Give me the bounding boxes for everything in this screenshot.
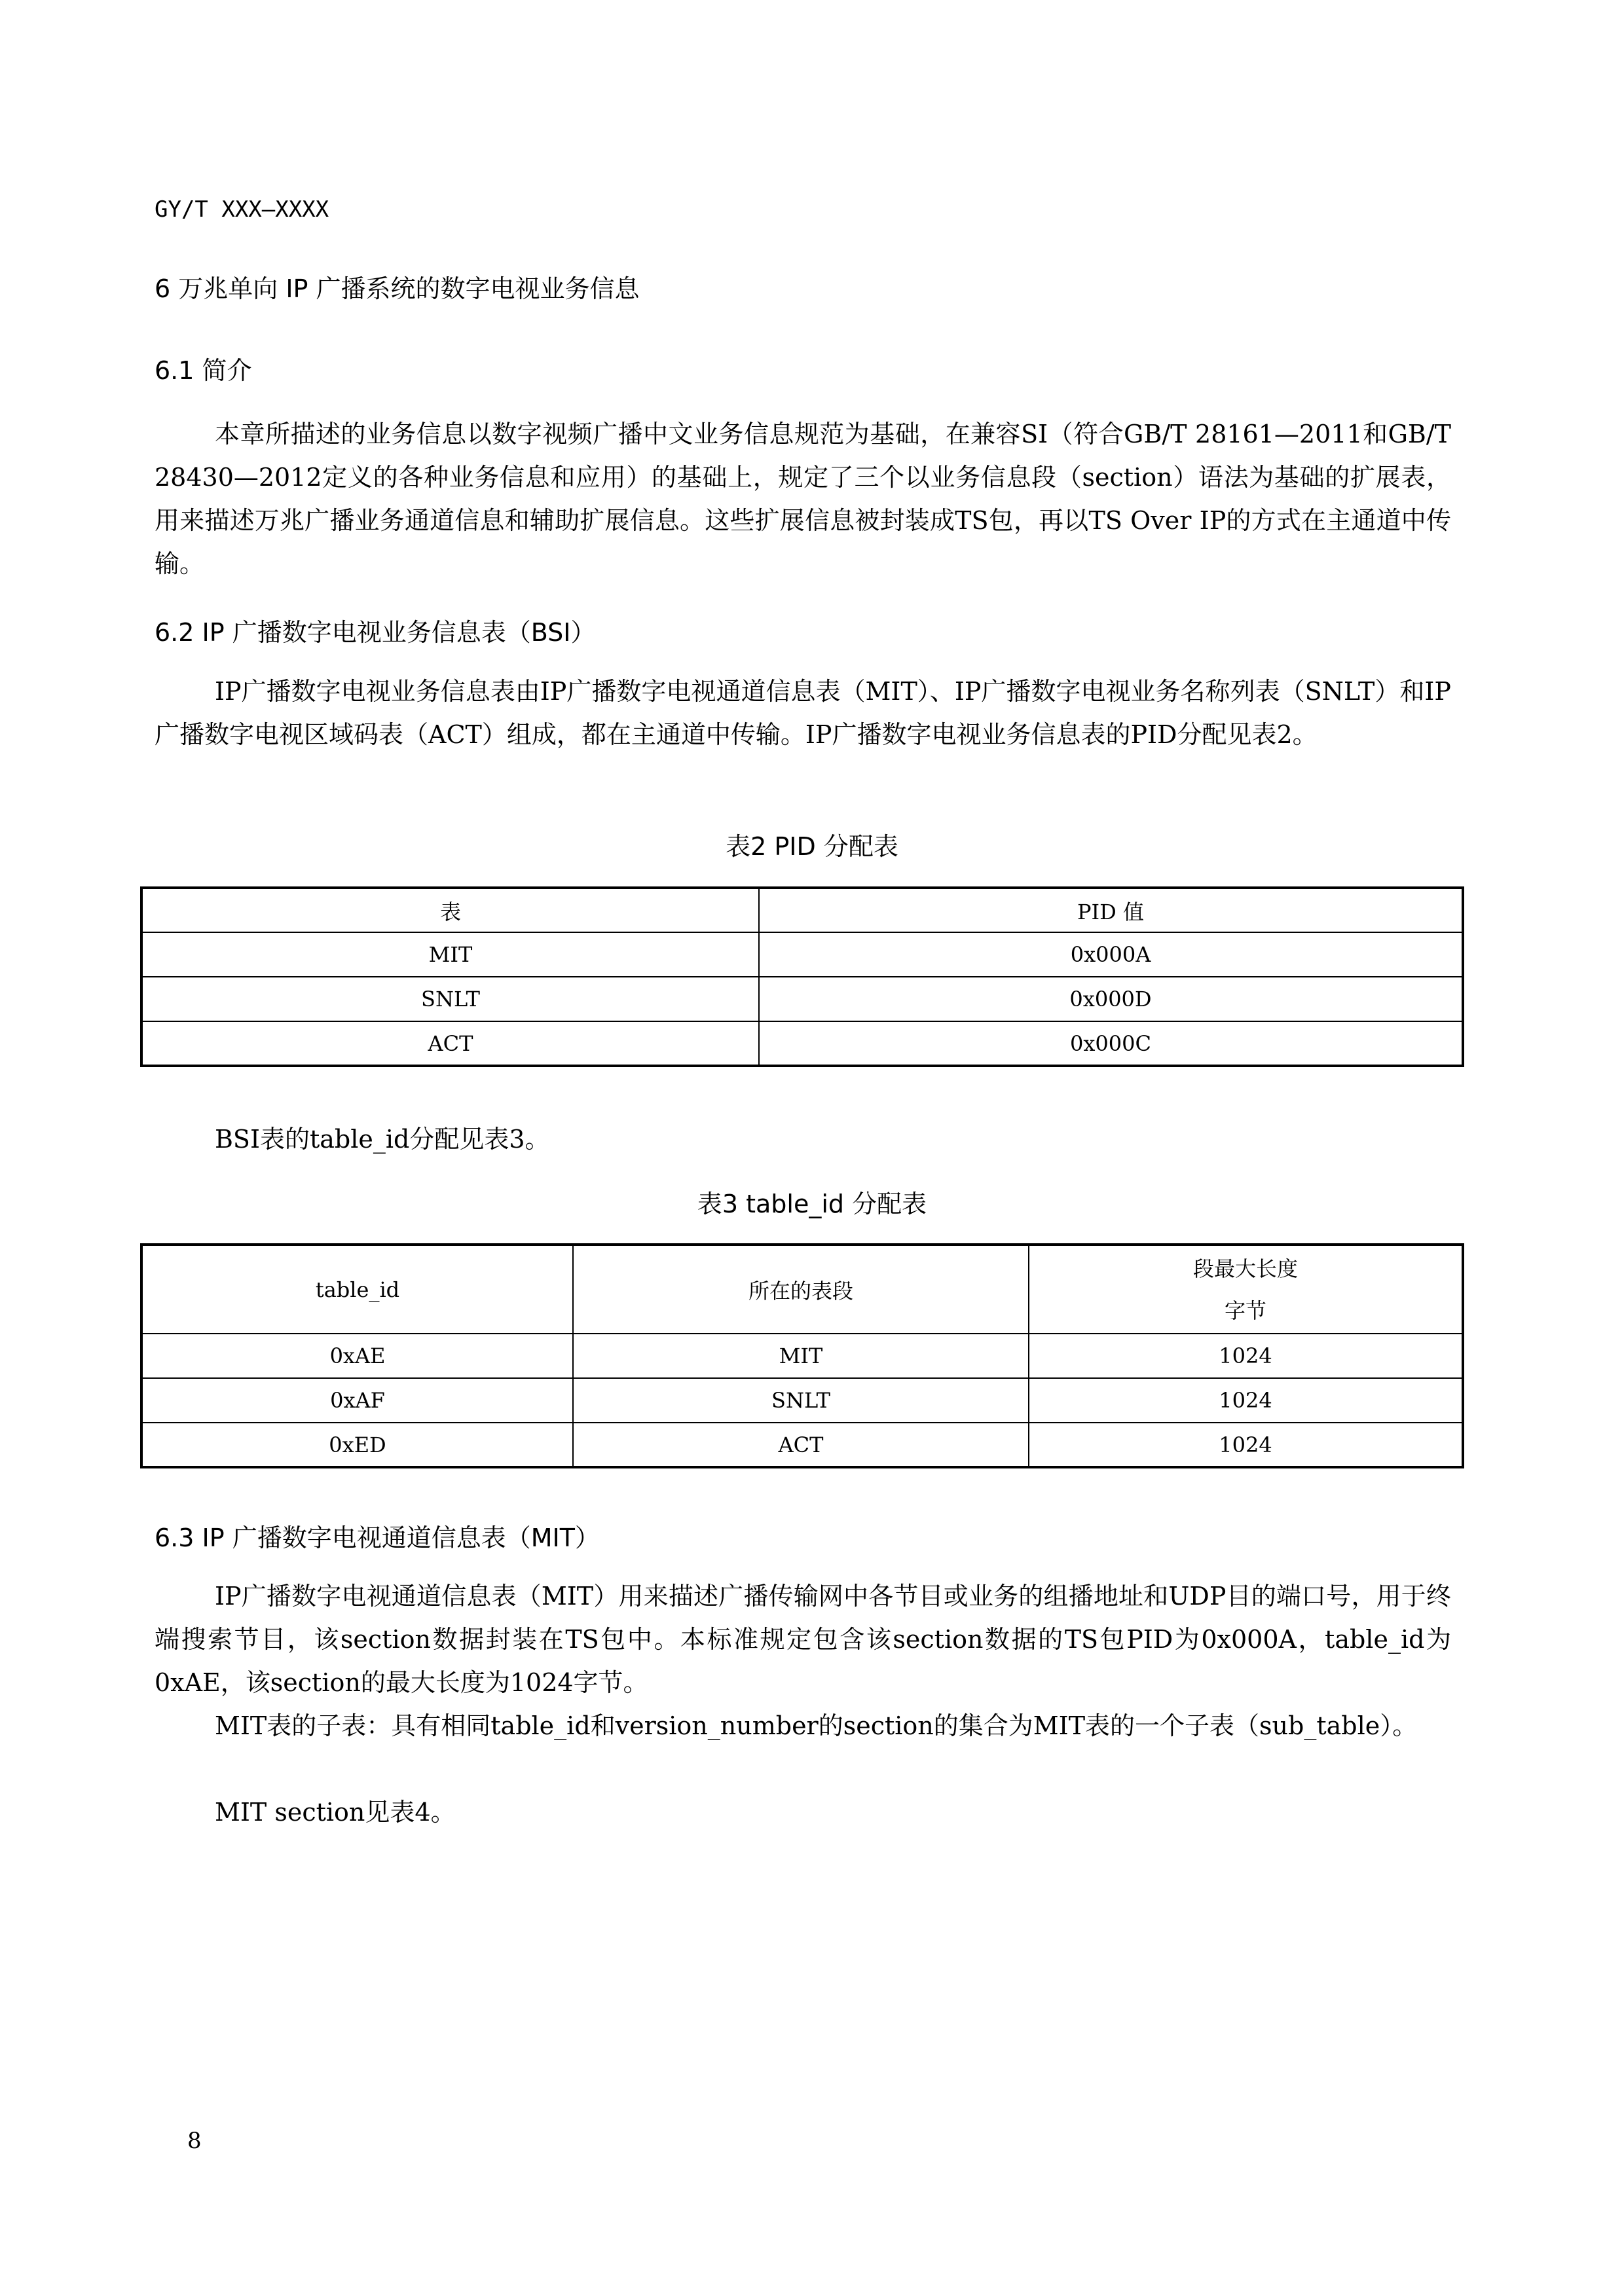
table-cell: SNLT [573,1378,1029,1423]
table-header-cell [1029,1245,1463,1334]
table-2-caption: 表2 PID 分配表 [726,832,898,861]
table-row [141,977,1463,1021]
table-row [141,1423,1463,1467]
table-cell: 0xAE [141,1334,573,1378]
section-6-title: 6 万兆单向 IP 广播系统的数字电视业务信息 [155,274,640,303]
table-row [141,1378,1463,1423]
table-cell: 1024 [1029,1378,1463,1423]
table-header-cell: table_id [141,1245,573,1334]
table-header-line: 字节 [1224,1298,1266,1323]
table-3-table-id-allocation [140,1243,1464,1468]
table-header-line: 段最大长度 [1192,1256,1298,1281]
table-row [141,1334,1463,1378]
section-6-3-title: 6.3 IP 广播数字电视通道信息表（MIT） [155,1523,600,1552]
table-header-row [141,888,1463,932]
section-6-1-paragraph: 本章所描述的业务信息以数字视频广播中文业务信息规范为基础，在兼容SI（符合GB/T 28161—2011和GB/T 28430—2012定义的各种业务信息和应用）的基础上，规定了三个以业务信息段（section）语法为基础的扩展表，用来描述万兆广播业务通道信息和辅助扩展信息。这些扩展信息被封装成TS包，再以TS Over IP的方式在主通道中传输。 [155,420,1451,578]
section-6-2-paragraph-2: BSI表的table_id分配见表3。 [215,1125,550,1154]
table-cell: MIT [573,1334,1029,1378]
section-6-1-title: 6.1 简介 [155,356,252,385]
document-header: GY/T XXX—XXXX [155,196,329,223]
table-cell: MIT [141,932,759,977]
table-header-cell: 所在的表段 [573,1245,1029,1334]
section-6-3-paragraph-1: IP广播数字电视通道信息表（MIT）用来描述广播传输网中各节目或业务的组播地址和UDP目的端口号，用于终端搜索节目，该section数据封装在TS包中。本标准规定包含该section数据的TS包PID为0x000A，table_id为0xAE，该section的最大长度为1024字节。 [155,1582,1451,1697]
table-cell: 1024 [1029,1423,1463,1467]
table-header-cell: 表 [141,888,759,932]
table-cell: ACT [141,1021,759,1066]
table-row [141,932,1463,977]
section-6-3-paragraph-2: MIT表的子表：具有相同table_id和version_number的section的集合为MIT表的一个子表（sub_table）。 [215,1711,1418,1740]
section-6-2-title: 6.2 IP 广播数字电视业务信息表（BSI） [155,618,596,647]
table-cell: 0xAF [141,1378,573,1423]
table-row [141,1021,1463,1066]
section-6-2-paragraph: IP广播数字电视业务信息表由IP广播数字电视通道信息表（MIT）、IP广播数字电视业务名称列表（SNLT）和IP广播数字电视区域码表（ACT）组成，都在主通道中传输。IP广播数字电视业务信息表的PID分配见表2。 [155,677,1451,749]
table-cell: ACT [573,1423,1029,1467]
page-number: 8 [187,2128,202,2154]
table-cell: 0xED [141,1423,573,1467]
table-cell: 0x000C [759,1021,1463,1066]
table-header-cell: PID 值 [759,888,1463,932]
table-header-row [141,1245,1463,1334]
section-6-3-paragraph-3: MIT section见表4。 [215,1798,456,1827]
table-cell: 0x000A [759,932,1463,977]
table-2-pid-allocation [140,886,1464,1067]
table-cell: SNLT [141,977,759,1021]
table-cell: 0x000D [759,977,1463,1021]
table-cell: 1024 [1029,1334,1463,1378]
table-3-caption: 表3 table_id 分配表 [697,1190,927,1218]
